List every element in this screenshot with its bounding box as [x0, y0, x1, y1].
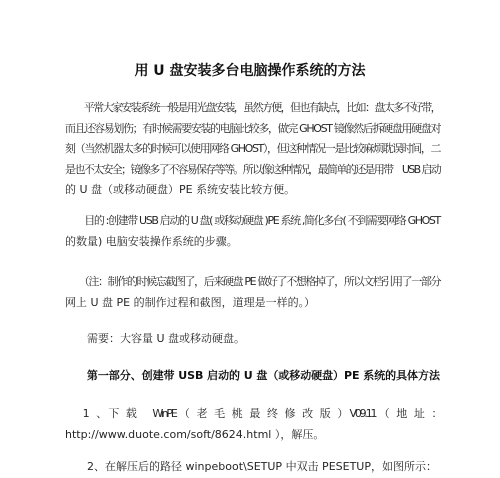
- text-line: 平常大家安装系统一般是用光盘安装，虽然方便，但也有缺点，比如：盘太多不好带，: [65, 101, 440, 114]
- text-line: 1 、 下 载 WinPE （ 老 毛 桃 最 终 修 改 版 ） V09.11 （ 地 址 ：: [65, 407, 441, 420]
- text-line: http://www.duote.com/soft/8624.html ），解压。: [65, 427, 325, 441]
- paragraph-step-1: [65, 404, 440, 445]
- document-title: 用 U 盘安装多台电脑操作系统的方法: [134, 63, 366, 79]
- text-line: 是也不太安全；镜像多了不容易保存等等。所以像这种情况，最简单的还是用带 USB 启动: [65, 162, 441, 176]
- text-line: 刻（当然机器太多的时候可以使用网络 GHOST），但这种情况一是比较麻烦耽误时间，二: [65, 142, 441, 155]
- section-heading: [65, 366, 440, 387]
- text-line: 的 U 盘（或移动硬盘）PE 系统安装比较方便。: [65, 183, 296, 196]
- text-line: 需要：大容量 U 盘或移动硬盘。: [65, 332, 246, 345]
- paragraph-step-2: [65, 457, 440, 478]
- paragraph-purpose: [65, 211, 440, 252]
- text-line: 的数量) 电脑安装操作系统的步骤。: [65, 234, 238, 248]
- text-line: 目的 :创建带 USB 启动的 U 盘( 或移动硬盘 )PE 系统 ,简化多台( 不到需要网络 GHOST: [65, 214, 440, 227]
- text-line: 2、在解压后的路径 winpeboot\SETUP 中双击 PESETUP，如图所示：: [65, 460, 437, 473]
- text-line: （注：制作的时候忘截图了，后来硬盘 PE 做好了不想格掉了，所以文档引用了一部分: [65, 275, 441, 288]
- text-line: 网上 U 盘 PE 的制作过程和截图，道理是一样的。）: [65, 295, 316, 309]
- text-line: 而且还容易划伤；有时候需要安装的电脑比较多，做完 GHOST 镜像然后拆硬盘用硬盘对: [65, 121, 441, 135]
- paragraph-requirement: [65, 329, 440, 350]
- text-line: 第一部分、创建带 USB 启动的 U 盘（或移动硬盘）PE 系统的具体方法: [65, 369, 440, 382]
- paragraph-intro: [65, 98, 440, 201]
- paragraph-note: [65, 272, 440, 313]
